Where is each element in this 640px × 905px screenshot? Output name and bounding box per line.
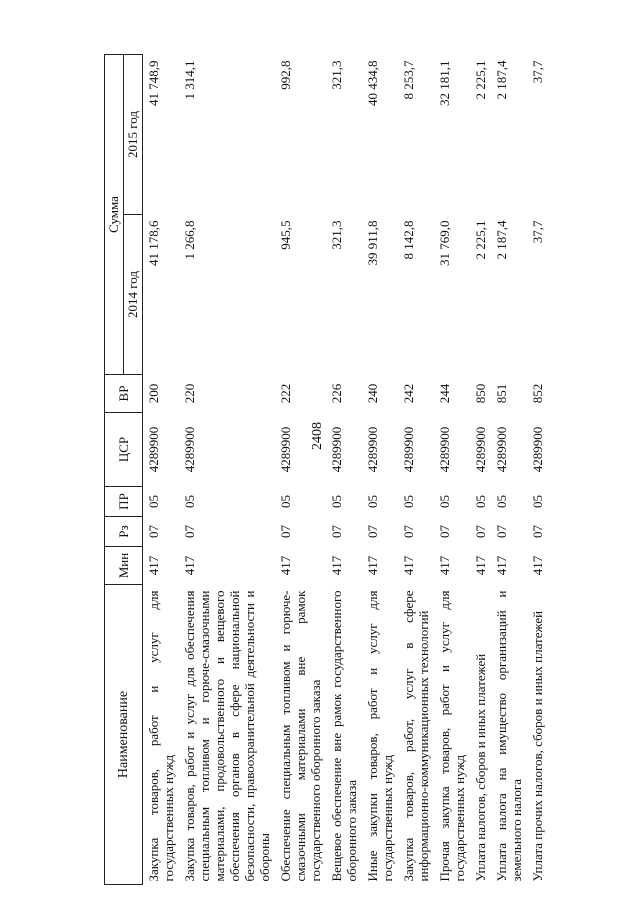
header-min: Мин <box>105 547 143 585</box>
cell-pr: 05 <box>530 495 545 508</box>
cell-y2014: 945,5 <box>278 220 293 250</box>
cell-name: Прочая закупка товаров, работ и услуг для государственных нужд <box>437 590 467 882</box>
cell-rz: 07 <box>182 525 197 538</box>
cell-vr: 220 <box>182 383 197 404</box>
cell-min: 417 <box>494 555 509 576</box>
header-2014: 2014 год <box>124 215 143 375</box>
cell-name: Закупка товаров, работ и услуг для государственных нужд <box>146 590 176 882</box>
cell-y2015: 1 314,1 <box>182 60 197 100</box>
header-row-1 <box>105 55 124 885</box>
table-row <box>494 55 530 885</box>
cell-pr: 05 <box>182 495 197 508</box>
cell-csr: 4289900 <box>146 426 161 473</box>
cell-min: 417 <box>401 555 416 576</box>
cell-vr: 222 <box>278 383 293 404</box>
table-row <box>365 55 401 885</box>
cell-name: Уплата налога на имущество организаций и земельного налога <box>494 590 524 882</box>
cell-rz: 07 <box>530 525 545 538</box>
cell-y2015: 41 748,9 <box>146 60 161 106</box>
cell-min: 417 <box>530 555 545 576</box>
table-row <box>278 55 329 885</box>
header-2015: 2015 год <box>124 55 143 215</box>
cell-rz: 07 <box>401 525 416 538</box>
header-csr: ЦСР <box>105 413 143 487</box>
table-row <box>329 55 365 885</box>
cell-y2015: 992,8 <box>278 60 293 90</box>
cell-y2014: 39 911,8 <box>365 220 380 266</box>
header-summa: Сумма <box>105 55 124 375</box>
cell-rz: 07 <box>329 525 344 538</box>
cell-y2014: 8 142,8 <box>401 220 416 260</box>
cell-min: 417 <box>473 555 488 576</box>
cell-rz: 07 <box>278 525 293 538</box>
cell-vr: 226 <box>329 383 344 404</box>
cell-y2015: 8 253,7 <box>401 60 416 100</box>
budget-table-rotated <box>104 55 596 885</box>
cell-pr: 05 <box>437 495 452 508</box>
cell-name: Обеспечение специальным топливом и горюче-смазочными материалами вне рамок государственного оборонного заказа <box>278 590 323 882</box>
cell-vr: 852 <box>530 383 545 404</box>
cell-y2014: 2 225,1 <box>473 220 488 260</box>
cell-rz: 07 <box>494 525 509 538</box>
cell-csr: 4289900 <box>182 426 197 473</box>
header-vr: ВР <box>105 375 143 413</box>
cell-csr: 4289900 <box>401 426 416 473</box>
cell-y2015: 37,7 <box>530 60 545 84</box>
cell-rz: 07 <box>365 525 380 538</box>
cell-csr: 4289900 <box>329 426 344 473</box>
cell-y2015: 32 181,1 <box>437 60 452 106</box>
cell-pr: 05 <box>365 495 380 508</box>
cell-rz: 07 <box>473 525 488 538</box>
cell-y2015: 40 434,8 <box>365 60 380 106</box>
cell-pr: 05 <box>329 495 344 508</box>
header-rz: Рз <box>105 517 143 547</box>
cell-name: Закупка товаров, работ, услуг в сфере информационно-коммуникационных технологий <box>401 590 431 882</box>
cell-csr: 4289900 <box>437 426 452 473</box>
cell-y2014: 37,7 <box>530 220 545 244</box>
cell-name: Уплата налогов, сборов и иных платежей <box>473 653 488 882</box>
cell-pr: 05 <box>401 495 416 508</box>
cell-csr: 4289900 <box>278 426 293 473</box>
cell-vr: 851 <box>494 383 509 404</box>
cell-rz: 07 <box>437 525 452 538</box>
cell-pr: 05 <box>278 495 293 508</box>
table-row <box>530 55 551 885</box>
table-row <box>437 55 473 885</box>
cell-min: 417 <box>437 555 452 576</box>
cell-name: Уплата прочих налогов, сборов и иных платежей <box>530 610 545 882</box>
cell-vr: 240 <box>365 383 380 404</box>
table-row <box>473 55 494 885</box>
table-row <box>143 55 183 885</box>
cell-min: 417 <box>182 555 197 576</box>
cell-name: Иные закупки товаров, работ и услуг для государственных нужд <box>365 590 395 882</box>
cell-rz: 07 <box>146 525 161 538</box>
cell-pr: 05 <box>494 495 509 508</box>
cell-csr: 4289900 <box>530 426 545 473</box>
cell-y2014: 31 769,0 <box>437 220 452 266</box>
cell-y2015: 2 187,4 <box>494 60 509 100</box>
cell-min: 417 <box>146 555 161 576</box>
cell-pr: 05 <box>146 495 161 508</box>
cell-vr: 242 <box>401 383 416 404</box>
cell-y2014: 321,3 <box>329 220 344 250</box>
header-pr: ПР <box>105 487 143 517</box>
table-row <box>401 55 437 885</box>
cell-min: 417 <box>365 555 380 576</box>
table-row <box>182 55 278 885</box>
cell-csr: 4289900 <box>473 426 488 473</box>
cell-min: 417 <box>329 555 344 576</box>
cell-csr: 4289900 <box>365 426 380 473</box>
cell-pr: 05 <box>473 495 488 508</box>
cell-y2014: 41 178,6 <box>146 220 161 266</box>
header-name: Наименование <box>105 585 143 885</box>
cell-vr: 244 <box>437 383 452 404</box>
cell-name: Вещевое обеспечение вне рамок государственного оборонного заказа <box>329 590 359 882</box>
cell-y2015: 2 225,1 <box>473 60 488 100</box>
cell-vr: 200 <box>146 383 161 404</box>
cell-name: Закупка товаров, работ и услуг для обеспечения специальным топливом и горюче-смазочными материалами, продовольственного и вещевого обеспечения органов в сфере национальной безопасности, правоохранительной деятельности и обороны <box>182 590 272 882</box>
table-body <box>143 55 552 885</box>
cell-csr: 4289900 <box>494 426 509 473</box>
page-number: 2408 <box>310 422 325 450</box>
budget-table <box>104 54 551 885</box>
cell-y2015: 321,3 <box>329 60 344 90</box>
cell-y2014: 2 187,4 <box>494 220 509 260</box>
cell-min: 417 <box>278 555 293 576</box>
cell-vr: 850 <box>473 383 488 404</box>
cell-y2014: 1 266,8 <box>182 220 197 260</box>
